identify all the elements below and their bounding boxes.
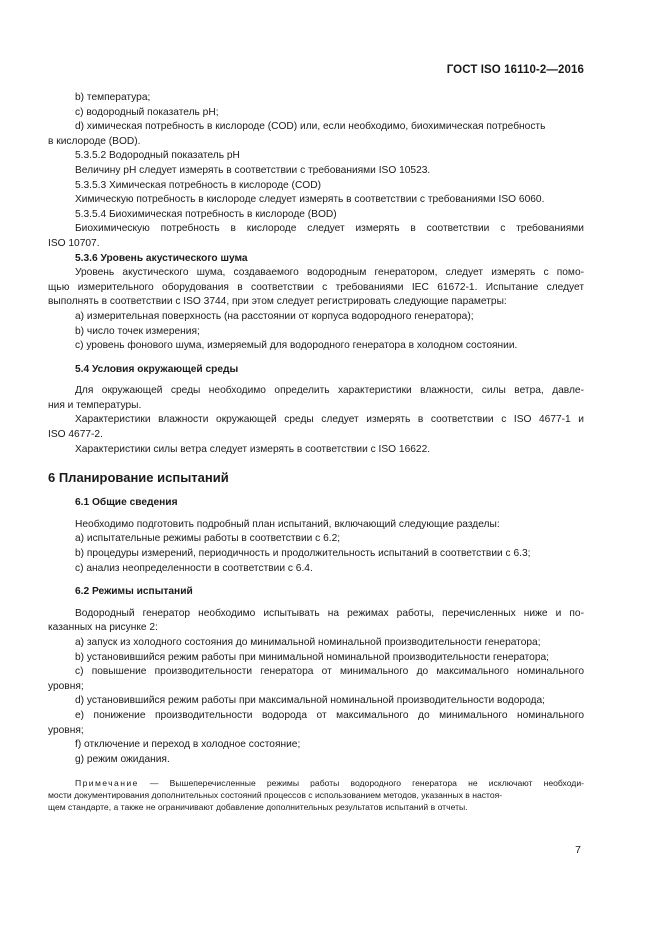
text-line: ISO 10707. [48,237,100,249]
text-line: c) повышение производительности генератора от минимального до максимального номинального [75,666,584,678]
list-item [48,709,584,738]
text-line: ния и температуры. [48,399,142,411]
clause-5-3-6-intro [48,266,584,310]
clause-5-3-5-3-text: Химическую потребность в кислороде следует измерять в соответствии с требованиями ISO 6060. [75,194,545,206]
section-6-1-heading: 6.1 Общие сведения [75,497,178,509]
clause-5-3-5-2-text: Величину pH следует измерять в соответствии с требованиями ISO 10523. [75,164,431,176]
text-line: мости документирования дополнительных состояний процессов с использованием методов, указанных в настоя- [48,790,503,801]
text-line: e) понижение производительности водорода от максимального до минимального номинального [75,709,584,721]
list-item: c) уровень фонового шума, измеряемый для водородного генератора в холодном состоянии. [75,340,518,352]
clause-5-3-5-4-text [48,222,584,251]
text-line: Уровень акустического шума, создаваемого водородным генератором, следует измерять с помо- [75,267,584,279]
section-5-4-paragraph [48,384,584,413]
clause-5-3-6-heading: 5.3.6 Уровень акустического шума [75,252,248,264]
section-5-4-paragraph: Характеристики силы ветра следует измерять в соответствии с ISO 16622. [75,443,431,455]
list-item: d) установившийся режим работы при максимальной номинальной производительности водорода; [75,695,545,707]
list-item [48,665,584,694]
text-line: выполнять в соответствии с ISO 3744, при этом следует регистрировать следующие параметры: [48,296,507,308]
note-block [48,777,584,813]
page-content [48,91,584,813]
section-5-4-heading: 5.4 Условия окружающей среды [75,363,239,375]
text-line: уровня; [48,724,84,736]
list-item: g) режим ожидания. [75,753,170,765]
section-6-1-intro: Необходимо подготовить подробный план испытаний, включающий следующие разделы: [75,518,500,530]
text-line: щем стандарте, а также не ограничивают добавление дополнительных результатов испытаний в отчеты. [48,802,468,813]
section-6-heading: 6 Планирование испытаний [48,470,229,486]
list-item: f) отключение и переход в холодное состояние; [75,739,301,751]
text-line: Водородный генератор необходимо испытывать на режимах работы, перечисленных ниже и по- [75,607,584,619]
section-6-2-intro [48,607,584,636]
document-code-header: ГОСТ ISO 16110-2—2016 [446,64,584,76]
list-item: d) химическая потребность в кислороде (COD) или, если необходимо, биохимическая потребность [75,121,546,133]
page-number: 7 [575,844,581,856]
list-item: a) испытательные режимы работы в соответствии с 6.2; [75,533,341,545]
clause-5-3-5-3-heading: 5.3.5.3 Химическая потребность в кислороде (COD) [75,179,321,191]
list-item: a) запуск из холодного состояния до минимальной номинальной производительности генератора; [75,637,541,648]
text-line: уровня; [48,680,84,692]
list-item: c) водородный показатель pH; [75,106,219,118]
note-first-line [75,777,584,789]
list-item: c) анализ неопределенности в соответствии с 6.4. [75,562,313,574]
clause-5-3-5-2-heading: 5.3.5.2 Водородный показатель pH [75,150,240,162]
note-label: Примечание [75,778,139,789]
text-line: Характеристики влажности окружающей среды следует измерять в соответствии с ISO 4677-1 и [75,414,584,426]
list-item: a) измерительная поверхность (на расстоянии от корпуса водородного генератора); [75,310,474,322]
section-6-2-heading: 6.2 Режимы испытаний [75,586,193,598]
text-line: Для окружающей среды необходимо определить характеристики влажности, силы ветра, давле- [75,385,584,397]
section-5-4-paragraph [48,413,584,442]
text-line: щью измерительного оборудования в соответствии с требованиями IEC 61672-1. Испытание следует [48,281,584,293]
text-line: казанных на рисунке 2: [48,622,158,634]
clause-5-3-5-4-heading: 5.3.5.4 Биохимическая потребность в кислороде (BOD) [75,208,337,220]
text-line: — Вышеперечисленные режимы работы водородного генератора не исключают необходи- [138,778,584,789]
list-item-continuation: в кислороде (BOD). [48,135,141,147]
list-item: b) число точек измерения; [75,325,200,337]
list-item: b) температура; [75,92,151,103]
text-line: Биохимическую потребность в кислороде следует измерять в соответствии с требованиями [75,223,584,235]
list-item: b) установившийся режим работы при минимальной номинальной производительности генератора; [75,651,549,663]
text-line: ISO 4677-2. [48,429,103,441]
list-item: b) процедуры измерений, периодичность и продолжительность испытаний в соответствии с 6.3; [75,548,531,560]
